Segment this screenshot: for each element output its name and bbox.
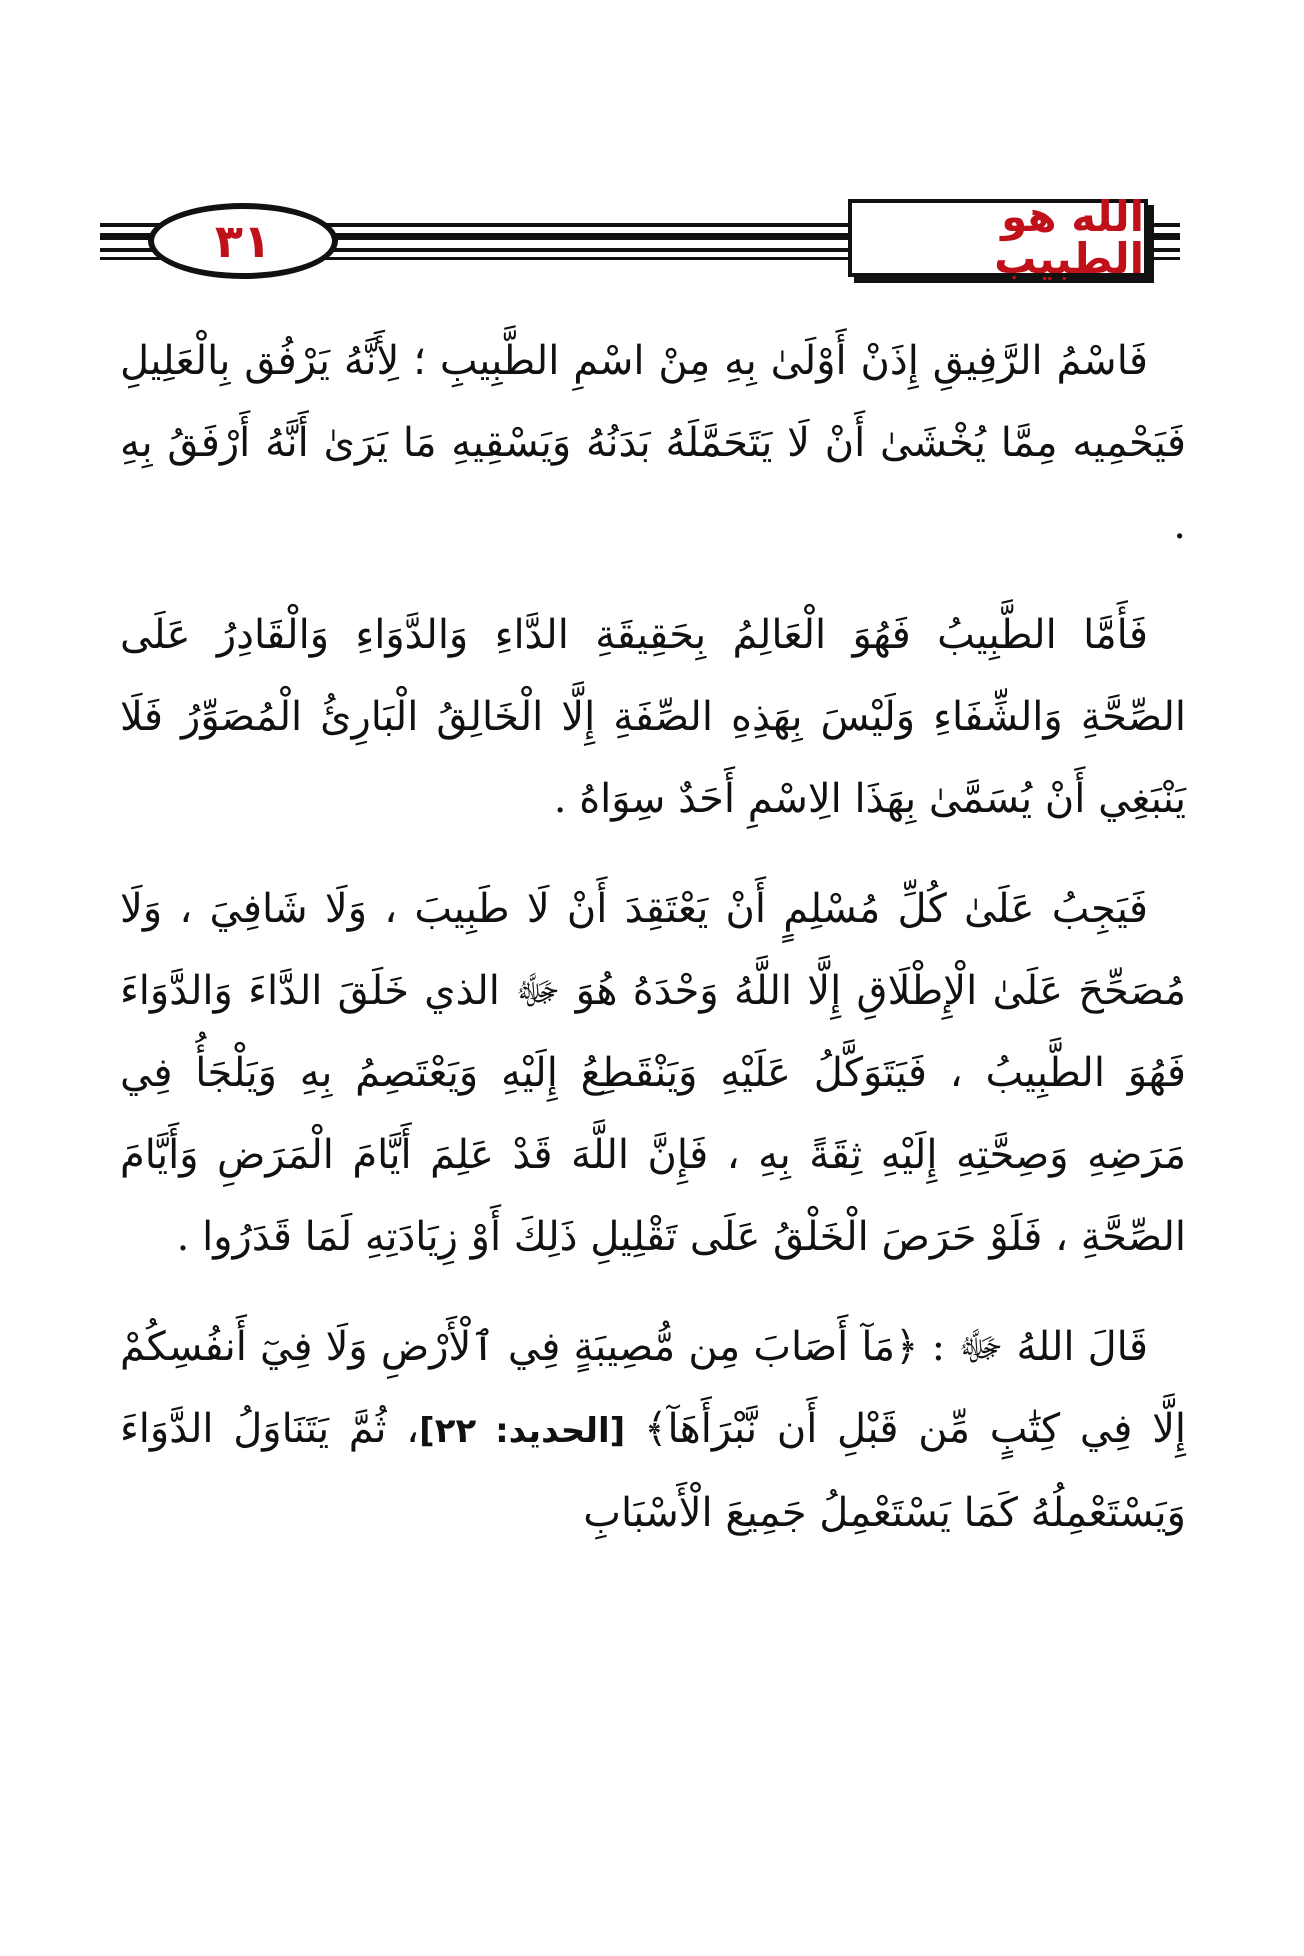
quran-verse: ﴿مَآ أَصَابَ مِن مُّصِيبَةٍ فِي ٱلْأَرْضِ وَلَا فِيٓ أَنفُسِكُمْ إِلَّا فِي كِتَٰبٍ مِّن قَبْلِ أَن نَّبْرَأَهَآ﴾ (120, 1324, 1187, 1452)
paragraph-3: فَيَجِبُ عَلَىٰ كُلِّ مُسْلِمٍ أَنْ يَعْتَقِدَ أَنْ لَا طَبِيبَ ، وَلَا شَافِيَ ، وَلَا مُصَحِّحَ عَلَىٰ الْإِطْلَاقِ إِلَّا اللَّهُ وَحْدَهُ هُوَ ﷻ الذي خَلَقَ الدَّاءَ وَالدَّوَاءَ فَهُوَ الطَّبِيبُ ، فَيَتَوَكَّلُ عَلَيْهِ وَيَنْقَطِعُ إِلَيْهِ وَيَعْتَصِمُ بِهِ وَيَلْجَأُ فِي مَرَضِهِ وَصِحَّتِهِ إِلَيْهِ ثِقَةً بِهِ ، فَإِنَّ اللَّهَ قَدْ عَلِمَ أَيَّامَ الْمَرَضِ وَأَيَّامَ الصِّحَّةِ ، فَلَوْ حَرَصَ الْخَلْقُ عَلَى تَقْلِيلِ ذَلِكَ أَوْ زِيَادَتِهِ لَمَا قَدَرُوا . (120, 886, 1186, 1260)
paragraph-2: فَأَمَّا الطَّبِيبُ فَهُوَ الْعَالِمُ بِحَقِيقَةِ الدَّاءِ وَالدَّوَاءِ وَالْقَادِرُ عَلَى الصِّحَّةِ وَالشِّفَاءِ وَلَيْسَ بِهَذِهِ الصِّفَةِ إِلَّا الْخَالِقُ الْبَارِئُ الْمُصَوِّرُ فَلَا يَنْبَغِي أَنْ يُسَمَّىٰ بِهَذَا الِاسْمِ أَحَدٌ سِوَاهُ . (120, 612, 1186, 822)
paragraph-1: فَاسْمُ الرَّفِيقِ إِذَنْ أَوْلَىٰ بِهِ مِنْ اسْمِ الطَّبِيبِ ؛ لِأَنَّهُ يَرْفُق بِالْعَلِيلِ فَيَحْمِيه مِمَّا يُخْشَىٰ أَنْ لَا يَتَحَمَّلَهُ بَدَنُهُ وَيَسْقِيهِ مَا يَرَىٰ أَنَّهُ أَرْفَقُ بِهِ . (120, 338, 1186, 548)
paragraph-4 (120, 1306, 1186, 1554)
page-number-oval (148, 203, 338, 279)
verse-reference: [الحديد: ٢٢] (419, 1411, 645, 1451)
quote-lead: قَالَ اللهُ ﷻ : (918, 1324, 1148, 1370)
book-title: الله هو الطبيب (994, 192, 1144, 283)
book-title-box (848, 192, 1148, 283)
page-number: ٣١ (214, 214, 272, 268)
page-header (100, 192, 1180, 285)
page-body (120, 320, 1186, 1582)
paragraph-4-tail: ، ثُمَّ يَتَنَاوَلُ الدَّوَاءَ وَيَسْتَعْمِلُهُ كَمَا يَسْتَعْمِلُ جَمِيعَ الْأَسْبَابِ (120, 1406, 1186, 1536)
